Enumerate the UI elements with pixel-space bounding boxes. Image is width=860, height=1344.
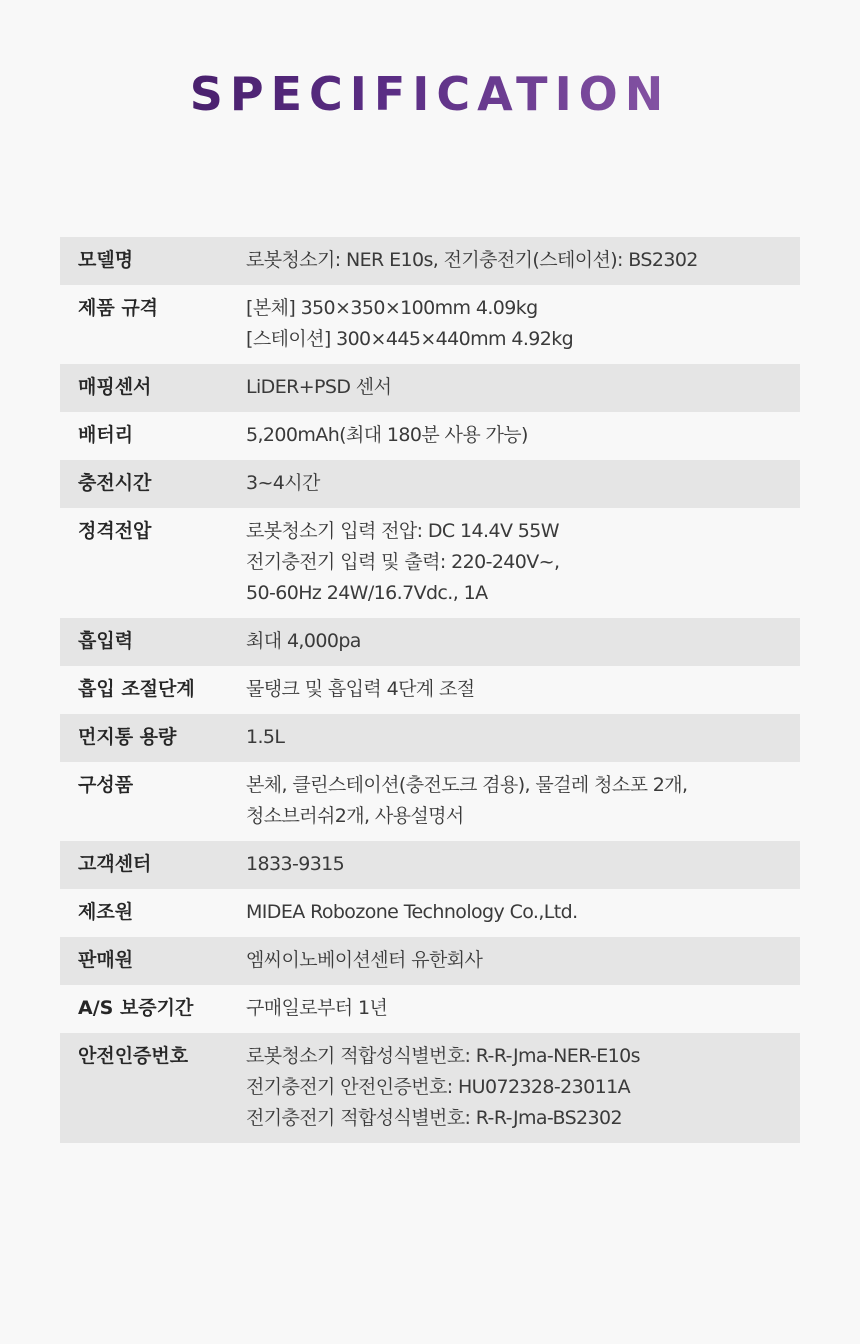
spec-table	[60, 237, 800, 1143]
spec-label: 정격전압	[78, 520, 152, 542]
spec-label: 충전시간	[78, 472, 152, 494]
spec-value	[246, 770, 800, 832]
spec-value	[246, 674, 800, 705]
spec-row	[60, 364, 800, 412]
spec-value	[246, 516, 800, 609]
spec-value-line: 본체, 클린스테이션(충전도크 겸용), 물걸레 청소포 2개,	[246, 774, 688, 796]
spec-value	[246, 993, 800, 1024]
spec-value-line: LiDER+PSD 센서	[246, 376, 392, 398]
spec-row	[60, 412, 800, 460]
spec-label: 고객센터	[78, 853, 152, 875]
spec-value-line: MIDEA Robozone Technology Co.,Ltd.	[246, 901, 578, 923]
spec-label: 모델명	[78, 249, 134, 271]
spec-value	[246, 849, 800, 880]
spec-value-line: [본체] 350×350×100mm 4.09kg	[246, 297, 538, 319]
spec-label: 제품 규격	[78, 297, 159, 319]
spec-value-line: 전기충전기 안전인증번호: HU072328-23011A	[246, 1076, 630, 1098]
spec-value-line: 5,200mAh(최대 180분 사용 가능)	[246, 424, 528, 446]
spec-value	[246, 372, 800, 403]
spec-row	[60, 889, 800, 937]
spec-row	[60, 666, 800, 714]
spec-value-line: 전기충전기 입력 및 출력: 220-240V~,	[246, 551, 560, 573]
spec-value-line: 3~4시간	[246, 472, 320, 494]
spec-row	[60, 985, 800, 1033]
spec-value-line: 로봇청소기: NER E10s, 전기충전기(스테이션): BS2302	[246, 249, 698, 271]
spec-label: 배터리	[78, 424, 134, 446]
spec-label: 제조원	[78, 901, 134, 923]
spec-label: A/S 보증기간	[78, 997, 194, 1019]
spec-value-line: 최대 4,000pa	[246, 630, 361, 652]
spec-value	[246, 1041, 800, 1134]
page-title: SPECIFICATION	[0, 64, 860, 124]
spec-value-line: 로봇청소기 입력 전압: DC 14.4V 55W	[246, 520, 559, 542]
spec-row	[60, 618, 800, 666]
spec-value-line: 1.5L	[246, 726, 285, 748]
spec-row	[60, 762, 800, 841]
spec-value-line: 1833-9315	[246, 853, 345, 875]
spec-value-line: 전기충전기 적합성식별번호: R-R-Jma-BS2302	[246, 1107, 623, 1129]
spec-value-line: 엠씨이노베이션센터 유한회사	[246, 949, 483, 971]
spec-value-line: 구매일로부터 1년	[246, 997, 388, 1019]
spec-row	[60, 841, 800, 889]
spec-value-line: 로봇청소기 적합성식별번호: R-R-Jma-NER-E10s	[246, 1045, 640, 1067]
spec-label: 흡입 조절단계	[78, 678, 195, 700]
spec-row	[60, 508, 800, 618]
spec-value-line: 물탱크 및 흡입력 4단계 조절	[246, 678, 475, 700]
spec-row	[60, 714, 800, 762]
spec-label: 먼지통 용량	[78, 726, 177, 748]
spec-value	[246, 722, 800, 753]
spec-value	[246, 897, 800, 928]
spec-value	[246, 420, 800, 451]
spec-row	[60, 1033, 800, 1143]
spec-row	[60, 285, 800, 364]
spec-row	[60, 460, 800, 508]
spec-value	[246, 945, 800, 976]
spec-value	[246, 468, 800, 499]
spec-value-line: [스테이션] 300×445×440mm 4.92kg	[246, 328, 574, 350]
spec-label: 매핑센서	[78, 376, 152, 398]
spec-label: 구성품	[78, 774, 134, 796]
spec-row	[60, 937, 800, 985]
spec-value-line: 청소브러쉬2개, 사용설명서	[246, 805, 464, 827]
spec-value-line: 50-60Hz 24W/16.7Vdc., 1A	[246, 582, 488, 604]
spec-value	[246, 626, 800, 657]
spec-row	[60, 237, 800, 285]
spec-value	[246, 293, 800, 355]
spec-label: 안전인증번호	[78, 1045, 189, 1067]
spec-label: 흡입력	[78, 630, 134, 652]
spec-label: 판매원	[78, 949, 134, 971]
spec-value	[246, 245, 800, 276]
